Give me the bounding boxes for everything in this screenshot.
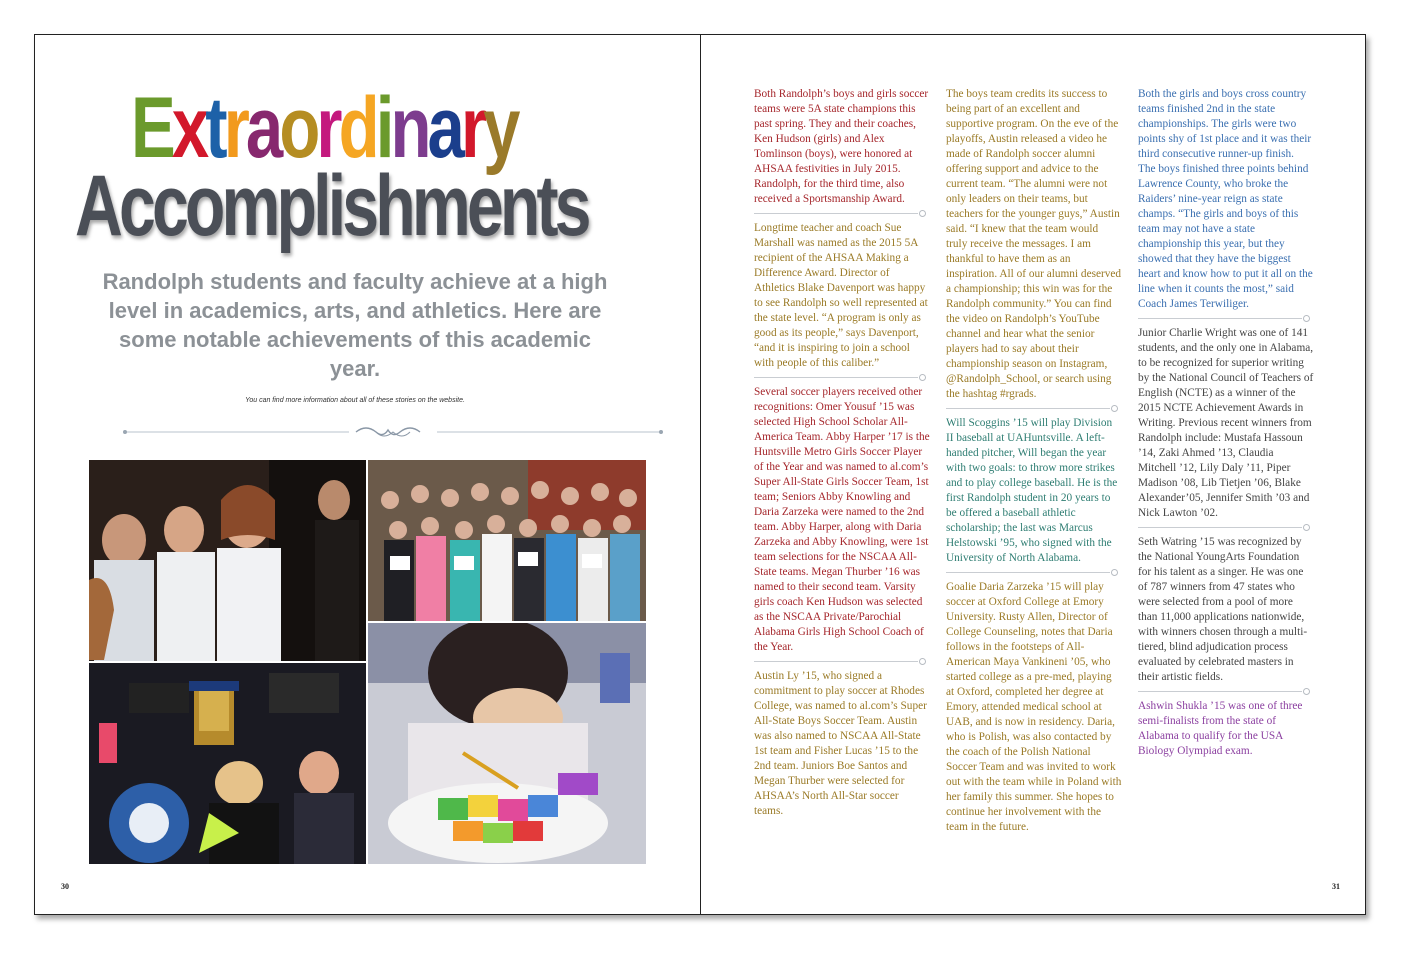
- story-paragraph: Both the girls and boys cross country teams finished 2nd in the state championships. The girls were two points shy of 1st place and it was their third consecutive runner-up finish. The boys finished three points behind Lawrence County, who broke the Raiders’ nine-year reign as state champs. “The girls and boys of this team may not have a state championship this year, but they showed that they have the biggest heart and know how to put it all on the line when it counts the most,” said Coach James Terwiliger.: [1138, 88, 1313, 310]
- headline-letter: n: [390, 80, 428, 176]
- story-separator: [946, 567, 1122, 578]
- page-number-left: 30: [61, 882, 69, 891]
- headline-letter: r: [223, 80, 246, 176]
- story-separator: [1138, 522, 1314, 533]
- page-gutter: [700, 35, 701, 914]
- story-paragraph: Austin Ly ’15, who signed a commitment to play soccer at Rhodes College, was named to al.com’s Super All-State Boys Soccer Team. Austin was also named to NSCAA All-State 1st team and Fisher Lucas ’15 to the 2nd team. Juniors Boe Santos and Megan Thurber were selected for AHSAA’s North All-Star soccer teams.: [754, 670, 927, 817]
- award-recipients-group-photo: [368, 460, 646, 621]
- story-separator: [754, 208, 930, 219]
- page-number-right: 31: [1332, 882, 1340, 891]
- article-column-3: [1138, 87, 1314, 759]
- headline-letter: o: [279, 80, 317, 176]
- headline-letter: y: [483, 80, 517, 176]
- divider-ornament: [121, 425, 665, 439]
- story-separator: [946, 403, 1122, 414]
- story-paragraph: Junior Charlie Wright was one of 141 students, and the only one in Alabama, to be recognized for superior writing by the National Council of Teachers of English (NCTE) as a winner of the 2015 NCTE Achievement Awards in Writing. Previous recent winners from Randolph include: Mustafa Hassoun ’14, Zaki Ahmed ’13, Claudia Mitchell ’12, Lily Daly ’11, Piper Madison ’08, Lib Tietjen ’06, Blake Alexander’05, Jennifer Smith ’03 and Nick Lawton ’02.: [1138, 327, 1314, 519]
- intro-subtitle: Randolph students and faculty achieve at a high level in academics, arts, and athletics. Here are some notable achievements of this academic year.: [102, 269, 608, 381]
- story-separator: [1138, 313, 1314, 324]
- photo-collage: [89, 460, 646, 864]
- headline-letter: r: [316, 80, 339, 176]
- story-separator: [754, 656, 930, 667]
- story-paragraph: The boys team credits its success to being part of an excellent and supportive program. On the eve of the playoffs, Austin released a video he made of Randolph soccer alumni offering support and advice to the current team. “The alumni were not only leaders on their teams, but teachers for the younger guys,” Austin said. “I knew that the team would truly receive the messages. I am thankful to have them as an inspiration. All of our alumni deserved a championship; this win was for the Randolph community.” You can find the video on Randolph’s YouTube channel and hear what the senior players had to say about their championship season on Instagram, @Randolph_School, or search using the hashtag #rgrads.: [946, 88, 1122, 400]
- state-championship-trophy-photo: [89, 663, 366, 864]
- website-note: You can find more information about all of these stories on the website.: [245, 397, 465, 404]
- headline-accomplishments: Accomplishments: [75, 158, 588, 254]
- story-paragraph: Will Scoggins ’15 will play Division II baseball at UAHuntsville. A left-handed pitcher, Will began the year with two goals: to throw more strikes and to play college baseball. He is the first Randolph student in 20 years to be offered a baseball athletic scholarship; the last was Marcus Helstowski ’95, who signed with the University of North Alabama.: [946, 417, 1118, 564]
- story-paragraph: Both Randolph’s boys and girls soccer teams were 5A state champions this past spring. They and their coaches, Ken Hudson (girls) and Alex Tomlinson (boys), were honored at AHSAA festivities in July 2015. Randolph, for the third time, also received a Sportsmanship Award.: [754, 88, 929, 205]
- headline-letter: a: [245, 80, 280, 176]
- magazine-spread: [34, 34, 1366, 915]
- headline-letter: x: [171, 80, 206, 176]
- story-paragraph: Ashwin Shukla ’15 was one of three semi-finalists from the state of Alabama to qualify for the USA Biology Olympiad exam.: [1138, 700, 1303, 757]
- headline-letter: t: [205, 80, 224, 176]
- story-paragraph: Goalie Daria Zarzeka ’15 will play soccer at Oxford College at Emory University. Rusty Allen, Director of College Counseling, notes that Daria follows in the footsteps of All-American Maya Vankineni ’05, who started college as a pre-med, playing at Oxford, completed her degree at Emory, attended medical school at UAB, and is now in residency. Daria, who is Polish, was also contacted by the coach of the Polish National Soccer Team and was invited to work out with the team while in Poland with her family this summer. She hopes to continue her involvement with the team in the future.: [946, 581, 1122, 833]
- headline-letter: r: [460, 80, 484, 176]
- headline-letter: E: [131, 80, 172, 176]
- headline-letter: a: [427, 80, 461, 176]
- article-column-2: [946, 87, 1122, 835]
- story-paragraph: Seth Watring ’15 was recognized by the National YoungArts Foundation for his talent as a singer. He was one of 787 winners from 47 states who were selected from a pool of more than 11,000 applications nationwide, with winners chosen through a multi-tiered, blind adjudication process evaluated by celebrated masters in their artistic fields.: [1138, 536, 1308, 683]
- story-separator: [1138, 686, 1314, 697]
- story-separator: [754, 372, 930, 383]
- headline-letter: d: [338, 80, 376, 176]
- article-column-1: [754, 87, 930, 819]
- story-paragraph: Several soccer players received other recognitions: Omer Yousuf ’15 was selected High School Scholar All-America Team. Abby Harper ’17 is the Huntsville Metro Girls Soccer Player of the Year and was named to al.com’s Super All-State Girls Soccer Team, 1st team; Seniors Abby Knowling and Daria Zarzeka were named to the 2nd team. Abby Harper, along with Daria Zarzeka and Abby Knowling, were 1st team selections for the NSCAA All-State teams. Megan Thurber ’16 was named to their second team. Varsity girls coach Ken Hudson was selected as the NSCAA Private/Parochial Alabama Girls High School Coach of the Year.: [754, 386, 930, 653]
- student-painting-photo: [368, 623, 646, 864]
- headline-letter: i: [375, 80, 391, 176]
- story-paragraph: Longtime teacher and coach Sue Marshall was named as the 2015 5A recipient of the AHSAA Making a Difference Award. Director of Athletics Blake Davenport was happy to see Randolph so well represented at the state level. “A program is only as good as its people,” says Davenport, “and it is inspiring to join a school with people of this caliber.”: [754, 222, 928, 369]
- students-on-stage-photo: [89, 460, 366, 661]
